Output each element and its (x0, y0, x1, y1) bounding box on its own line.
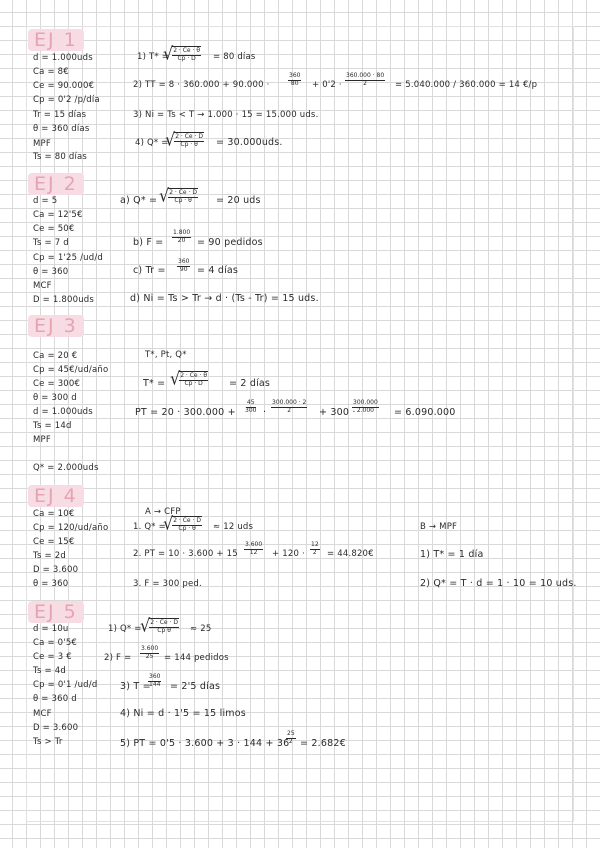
ej4-data-ca: Ca = 10€ (33, 509, 75, 519)
ej4-step1-lhs: 1. Q* = (133, 522, 166, 532)
ej1-step2-frac1-num: 360 (289, 72, 301, 79)
ej3-data-q: Q* = 2.000uds (33, 463, 99, 473)
ej3-data-model: MPF (33, 435, 51, 445)
ej2-data-D: D = 1.800uds (33, 295, 95, 305)
ej3-p-frac2-num: 300.000 · 2 (272, 399, 307, 406)
ej1-step2-frac2-num: 360.000 · 80 (346, 72, 385, 79)
ej3-p-dot: · (263, 407, 267, 418)
ej5-step2-num: 3.600 (141, 645, 159, 652)
ej3-data-ca: Ca = 20 € (33, 351, 78, 361)
ej2-step-a-num: 2 · Ce · D (169, 189, 197, 196)
ej5-step2-rhs: = 144 pedidos (164, 653, 229, 663)
ej1-step4-num: 2 · Ce · D (175, 133, 203, 140)
ej3-t-num: 2 · Ce · θ (180, 372, 208, 379)
ej2-step-c-frac (177, 259, 190, 274)
ej3-head: T*, Pt, Q* (145, 350, 187, 360)
ej2-step-c-lhs: c) Tr = (133, 265, 166, 276)
ej4-data-cp: Cp = 120/ud/año (33, 523, 109, 533)
ej2-data-d: d = 5 (33, 196, 58, 206)
ej2-step-a-rhs: = 20 uds (216, 195, 261, 206)
ej4-step2-lhs: 2. PT = 10 · 3.600 + 15 (133, 549, 238, 559)
ej3-p-frac2-den: 2 (287, 406, 292, 414)
ej2-step-c-rhs: = 4 días (197, 265, 239, 276)
ej3-p-frac3 (352, 400, 379, 415)
ej5-step3-lhs: 3) T = (120, 681, 151, 692)
ej5-data-theta: θ = 360 d (33, 694, 77, 704)
ej1-data-ts: Ts = 80 días (33, 152, 88, 162)
ej1-step2-lhs: 2) TT = 8 · 360.000 + 90.000 · (133, 80, 270, 90)
ej2-step-b-den: 20 (177, 236, 186, 244)
ej5-data-rel: Ts > Tr (33, 737, 63, 747)
ej4-data-D: D = 3.600 (33, 565, 79, 575)
notebook-grid (26, 26, 574, 822)
ej5-step3-frac (148, 674, 161, 689)
ej5-step2-frac (140, 646, 159, 661)
ej5-step1-num: 2 · Ce · D (150, 619, 178, 626)
ej5-step5-den: 2 (288, 737, 293, 745)
ej2-data-theta: θ = 360 (33, 267, 69, 277)
ej3-p-frac1 (244, 400, 257, 415)
ej5-step2-lhs: 2) F = (104, 653, 132, 663)
ej2-step-a-sqrt: √ $\frac{2 \cdot Ce \cdot D}{Cp \cdot \theta}$ (159, 184, 197, 206)
ej1-step2-frac1-den: 80 (290, 79, 299, 87)
ej5-step5-lhs: 5) PT = 0'5 · 3.600 + 3 · 144 + 36 (120, 738, 290, 749)
section-title-ej5: EJ 5 (28, 601, 84, 623)
ej4-result2: 2) Q* = T · d = 1 · 10 = 10 uds. (420, 578, 577, 589)
ej5-step5-num: 25 (287, 730, 295, 737)
ej5-step1-den: Cp θ (157, 626, 171, 634)
ej1-step2-mid: + 0'2 · (312, 80, 342, 90)
ej3-p-frac1-num: 45 (246, 399, 255, 406)
ej3-t-rhs: = 2 días (229, 378, 271, 389)
ej1-data-theta: θ = 360 días (33, 124, 90, 134)
ej3-data-ce: Ce = 300€ (33, 379, 81, 389)
ej1-step4-rhs: = 30.000uds. (216, 137, 283, 148)
ej4-step2-rhs: = 44.820€ (327, 549, 374, 559)
ej4-step2-frac1-num: 3.600 (245, 541, 263, 548)
ej4-label-b: B → MPF (420, 522, 458, 532)
ej3-t-sqrt: √ $\frac{2 \cdot Ce \cdot \theta}{Cp \cdot D}$ (170, 367, 208, 389)
ej1-data-cp: Cp = 0'2 /p/día (33, 95, 100, 105)
ej2-step-b-num: 1.800 (173, 229, 191, 236)
ej4-data-theta: θ = 360 (33, 579, 69, 589)
ej5-data-model: MCF (33, 709, 52, 719)
ej2-data-ts: Ts = 7 d (33, 238, 69, 248)
ej4-step2-frac2-den: 2 (312, 548, 317, 556)
ej2-step-b-rhs: = 90 pedidos (197, 237, 263, 248)
ej1-step2-frac2 (345, 73, 385, 88)
ej1-step4-sqrt: √ $\frac{2 \cdot Ce \cdot D}{Cp \cdot \theta}$ (165, 128, 203, 150)
ej4-step2-frac2-num: 12 (311, 541, 319, 548)
section-title-ej4: EJ 4 (28, 485, 84, 507)
ej4-step1-num: 2 · Ce · D (173, 517, 201, 524)
ej2-data-ce: Ce = 50€ (33, 224, 75, 234)
ej2-step-a-den: Cp · θ (174, 196, 192, 204)
ej1-step1-sqrt: √ $\frac{2 \cdot Ce \cdot \theta}{Cp \cdot D}$ (163, 42, 201, 64)
ej5-data-ce: Ce = 3 € (33, 652, 72, 662)
ej2-step-c-den: 90 (179, 265, 188, 273)
ej4-step2-frac1-den: 12 (249, 548, 258, 556)
ej1-step2-frac1 (288, 73, 301, 88)
ej1-step3: 3) Ni = Ts < T → 1.000 · 15 = 15.000 uds. (133, 110, 319, 120)
ej3-p-frac3-num: 300.000 (353, 399, 378, 406)
ej3-p-frac1-den: 300 (245, 406, 257, 414)
ej4-result1: 1) T* = 1 día (420, 549, 484, 560)
ej2-data-cp: Cp = 1'25 /ud/d (33, 253, 104, 263)
ej1-data-d: d = 1.000uds (33, 53, 93, 63)
ej5-step3-num: 360 (149, 673, 161, 680)
ej5-step5-rhs: = 2.682€ (300, 738, 346, 749)
ej2-step-d: d) Ni = Ts > Tr → d · (Ts - Tr) = 15 uds. (130, 293, 319, 304)
ej5-step4: 4) Ni = d · 1'5 = 15 limos (120, 708, 246, 719)
ej1-step1-lhs: 1) T* = (137, 52, 170, 62)
ej5-step3-den: 144 (149, 680, 161, 688)
ej3-data-ts: Ts = 14d (33, 421, 72, 431)
ej3-data-d: d = 1.000uds (33, 407, 93, 417)
ej1-step1-num: 2 · Ce · θ (173, 47, 201, 54)
ej3-p-lhs: PT = 20 · 300.000 + (135, 407, 236, 418)
ej4-data-ce: Ce = 15€ (33, 537, 75, 547)
ej4-step2-frac2 (310, 542, 320, 557)
ej4-label-a: A → CFP (145, 507, 181, 517)
ej1-step4-den: Cp · θ (180, 140, 198, 148)
ej4-step1-rhs: ≈ 12 uds (213, 522, 254, 532)
ej1-step2-frac2-den: 2 (363, 79, 367, 87)
ej3-t-den: Cp · D (184, 379, 203, 387)
ej2-data-ca: Ca = 12'5€ (33, 210, 83, 220)
ej5-step3-rhs: = 2'5 días (170, 681, 221, 692)
ej5-data-cp: Cp = 0'1 /ud/d (33, 680, 98, 690)
section-title-ej1: EJ 1 (28, 29, 84, 51)
ej3-p-frac3-den: 2.000 (356, 406, 374, 414)
ej3-data-theta: θ = 300 d (33, 393, 77, 403)
section-title-ej2: EJ 2 (28, 173, 84, 195)
ej3-p-rhs: = 6.090.000 (394, 407, 456, 418)
ej5-step1-rhs: ≈ 25 (190, 624, 212, 634)
ej1-step2-rhs: = 5.040.000 / 360.000 = 14 €/p (395, 80, 538, 90)
ej3-t-lhs: T* = (143, 378, 166, 389)
ej3-p-plus: + 300 · (319, 407, 356, 418)
ej5-step2-den: 25 (145, 652, 154, 660)
ej1-step1-den: Cp · D (177, 54, 196, 62)
ej1-step1-rhs: = 80 días (213, 52, 256, 62)
ej3-p-frac2 (271, 400, 307, 415)
ej5-data-ts: Ts = 4d (33, 666, 66, 676)
ej4-step1-den: Cp · θ (178, 524, 196, 532)
ej2-step-a-lhs: a) Q* = (120, 195, 158, 206)
ej1-data-ce: Ce = 90.000€ (33, 81, 95, 91)
ej5-step1-sqrt: √ $\frac{2 \cdot Ce \cdot D}{\text{Cp θ}}$ (140, 614, 178, 636)
ej4-data-ts: Ts = 2d (33, 551, 66, 561)
ej5-data-D: D = 3.600 (33, 723, 79, 733)
section-title-ej3: EJ 3 (28, 315, 84, 337)
ej1-data-tr: Tr = 15 días (33, 110, 87, 120)
ej5-step5-frac (286, 731, 296, 746)
ej2-step-b-frac (172, 230, 191, 245)
ej5-data-d: d = 10u (33, 624, 69, 634)
ej3-data-cp: Cp = 45€/ud/año (33, 365, 109, 375)
ej4-step2-mid: + 120 · (272, 549, 305, 559)
ej1-data-ca: Ca = 8€ (33, 67, 69, 77)
ej4-step2-frac1 (244, 542, 263, 557)
ej1-step4-lhs: 4) Q* = (135, 138, 169, 148)
ej4-step1-sqrt: √ $\frac{2 \cdot Ce \cdot D}{Cp \cdot \theta}$ (163, 512, 201, 534)
ej5-data-ca: Ca = 0'5€ (33, 638, 78, 648)
ej2-step-b-lhs: b) F = (133, 237, 164, 248)
ej4-step3: 3. F = 300 ped. (133, 579, 202, 589)
ej5-step1-lhs: 1) Q* = (108, 624, 142, 634)
ej1-data-model: MPF (33, 139, 51, 149)
ej2-data-model: MCF (33, 281, 52, 291)
ej2-step-c-num: 360 (178, 258, 190, 265)
